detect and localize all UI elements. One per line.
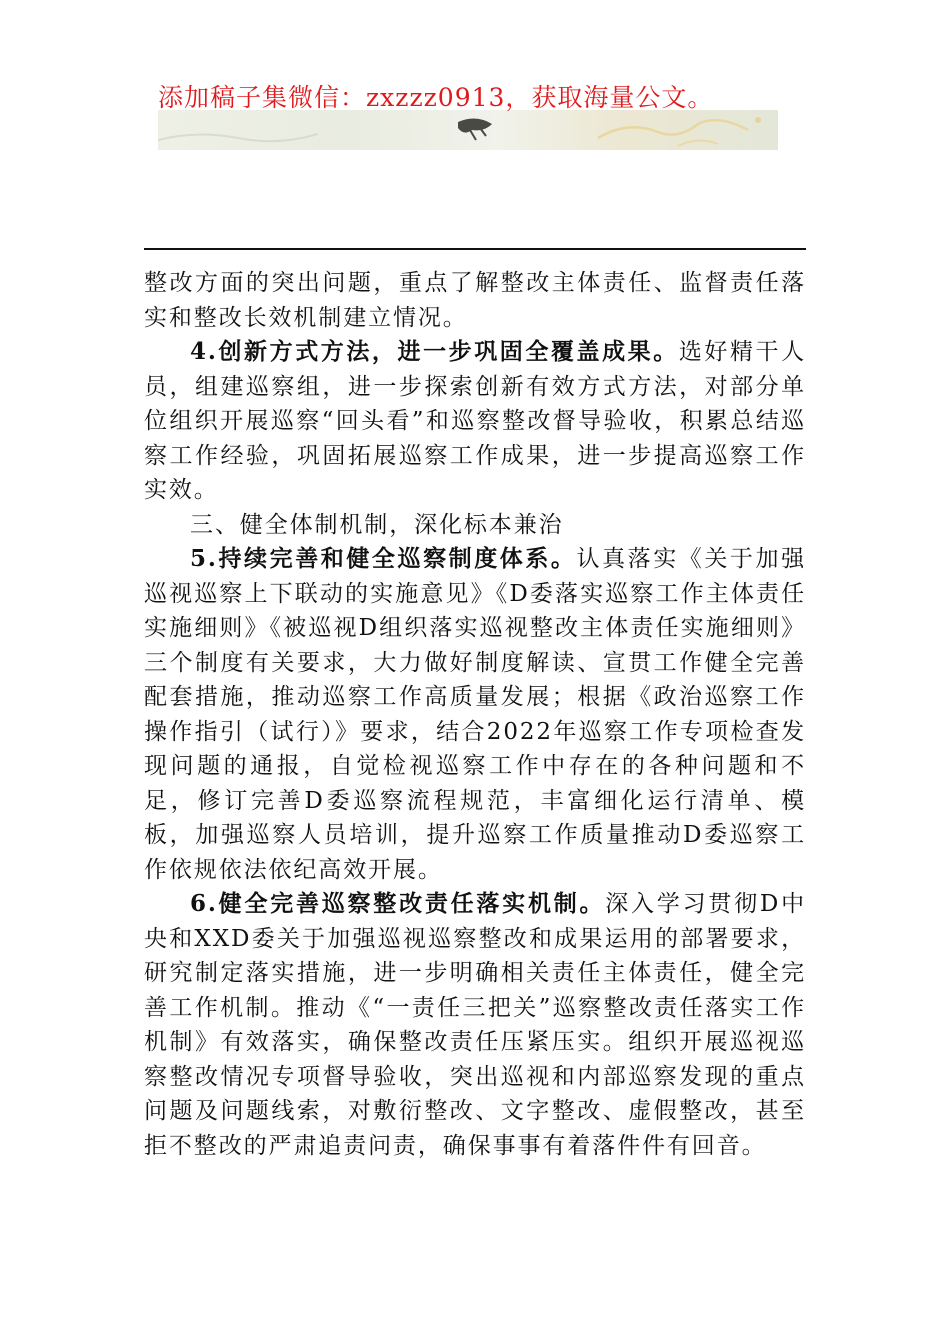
paragraph-continued: 整改方面的突出问题，重点了解整改主体责任、监督责任落实和整改长效机制建立情况。	[144, 270, 806, 331]
item-4-heading: 4.创新方式方法，进一步巩固全覆盖成果。	[190, 338, 679, 365]
header-divider	[144, 248, 806, 250]
item-5-body: 认真落实《关于加强巡视巡察上下联动的实施意见》《D委落实巡察工作主体责任实施细则》《被巡视D组织落实巡视整改主体责任实施细则》三个制度有关要求，大力做好制度解读、宣贯工作健全完善配套措施，推动巡察工作高质量发展；根据《政治巡察工作操作指引（试行）》要求，结合2022年巡察工作专项检查发现问题的通报，自觉检视巡察工作中存在的各种问题和不足，修订完善D委巡察流程规范，丰富细化运行清单、模板，加强巡察人员培训，提升巡察工作质量推动D委巡察工作依规依法依纪高效开展。	[144, 546, 806, 883]
document-body	[144, 266, 806, 1163]
paragraph-item-5	[144, 542, 806, 887]
promo-text: 添加稿子集微信：zxzzz0913，获取海量公文。	[158, 83, 714, 112]
header-banner	[158, 70, 778, 150]
item-6-heading: 6.健全完善巡察整改责任落实机制。	[190, 890, 606, 917]
paragraph-item-6	[144, 887, 806, 1163]
paragraph-item-4	[144, 335, 806, 508]
banner-image	[158, 110, 778, 150]
item-6-body: 深入学习贯彻D中央和XXD委关于加强巡视巡察整改和成果运用的部署要求，研究制定落实措施，进一步明确相关责任主体责任，健全完善工作机制。推动《“一责任三把关”巡察整改责任落实工作机制》有效落实，确保整改责任压紧压实。组织开展巡视巡察整改情况专项督导验收，突出巡视和内部巡察发现的重点问题及问题线索，对敷衍整改、文字整改、虚假整改，甚至拒不整改的严肃追责问责，确保事事有着落件件有回音。	[144, 891, 807, 1159]
item-5-heading: 5.持续完善和健全巡察制度体系。	[190, 545, 577, 572]
item-4-body: 选好精干人员，组建巡察组，进一步探索创新有效方式方法，对部分单位组织开展巡察“回头看”和巡察整改督导验收，积累总结巡察工作经验，巩固拓展巡察工作成果，进一步提高巡察工作实效。	[144, 339, 807, 503]
section-3-heading: 三、健全体制机制，深化标本兼治	[190, 511, 564, 538]
